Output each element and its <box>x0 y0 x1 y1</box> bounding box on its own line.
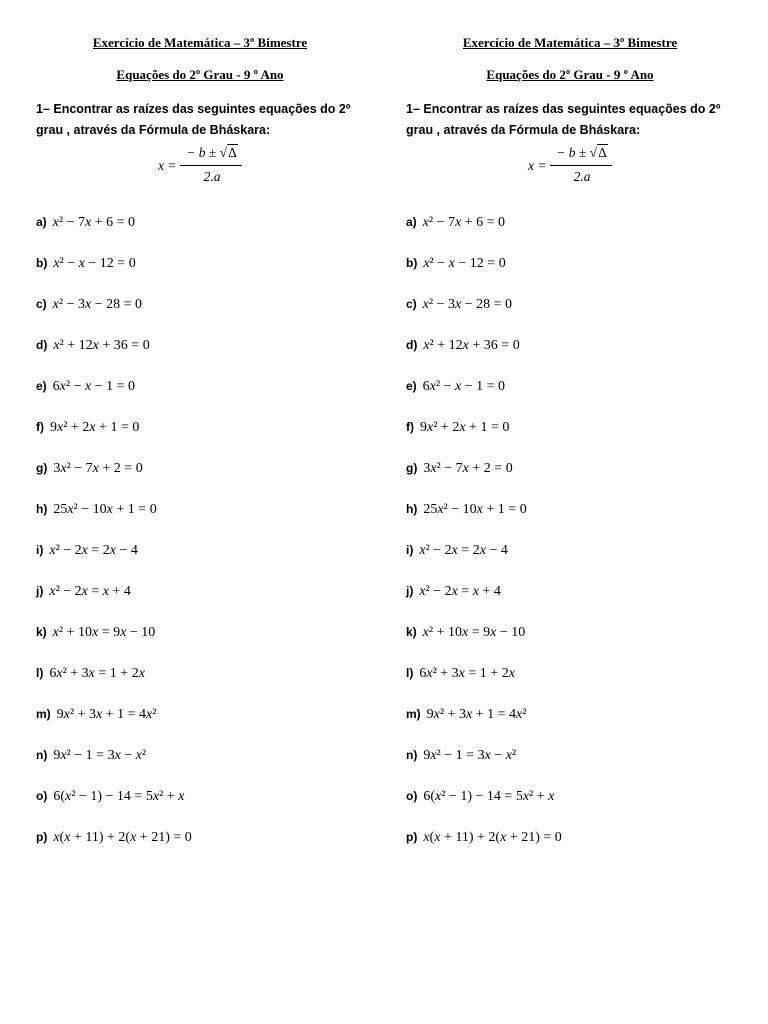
equation-expression: 6x² − x − 1 = 0 <box>52 379 136 394</box>
exercise-instructions: 1– Encontrar as raízes das seguintes equações do 2º grau , através da Fórmula de Bháskara: <box>36 102 351 137</box>
equation-label: o) <box>36 789 48 803</box>
equation-item <box>36 584 131 604</box>
equation-expression: x² − 2x = x + 4 <box>419 584 501 599</box>
equation-item <box>36 748 146 768</box>
equation-label: a) <box>406 215 417 229</box>
equation-expression: 6(x² − 1) − 14 = 5x² + x <box>423 789 555 804</box>
equation-expression: 9x² + 2x + 1 = 0 <box>420 420 510 435</box>
equation-label: j) <box>406 584 414 598</box>
equation-item <box>406 297 512 317</box>
worksheet-title: Exercício de Matemática – 3º Bimestre <box>92 35 308 50</box>
equation-expression: x² − 7x + 6 = 0 <box>422 215 506 230</box>
equation-expression: x² − 3x − 28 = 0 <box>422 297 513 312</box>
formula-lhs: x = <box>158 158 177 173</box>
equation-label: i) <box>406 543 414 557</box>
equation-item <box>406 625 525 645</box>
formula-lhs: x = <box>528 158 547 173</box>
equation-label: c) <box>36 297 47 311</box>
equation-item <box>36 461 143 481</box>
equation-item <box>406 256 506 276</box>
equation-item <box>36 666 145 686</box>
worksheet-copy-right <box>400 0 740 1024</box>
equation-item <box>406 461 513 481</box>
equation-label: l) <box>406 666 414 680</box>
equation-expression: x² − 7x + 6 = 0 <box>52 215 136 230</box>
equation-label: a) <box>36 215 47 229</box>
equation-label: p) <box>36 830 48 844</box>
equation-item <box>36 256 136 276</box>
equation-expression: 9x² + 2x + 1 = 0 <box>50 420 140 435</box>
equation-item <box>406 543 508 563</box>
equation-item <box>406 338 520 358</box>
equation-expression: x² − x − 12 = 0 <box>53 256 136 271</box>
equation-expression: x² − 2x = x + 4 <box>49 584 131 599</box>
equation-label: i) <box>36 543 44 557</box>
equation-label: f) <box>36 420 44 434</box>
equation-label: d) <box>36 338 48 352</box>
formula-numerator: − b ± √Δ <box>556 145 607 160</box>
equation-expression: x² + 10x = 9x − 10 <box>422 625 526 640</box>
equation-expression: 9x² − 1 = 3x − x² <box>53 748 147 763</box>
equation-item <box>36 420 139 440</box>
equation-label: d) <box>406 338 418 352</box>
equation-label: m) <box>406 707 421 721</box>
worksheet-subtitle: Equações do 2º Grau - 9 º Ano <box>486 67 654 82</box>
equation-label: b) <box>36 256 48 270</box>
worksheet-subtitle: Equações do 2º Grau - 9 º Ano <box>116 67 284 82</box>
formula-denominator <box>182 169 242 185</box>
equation-expression: x² − 2x = 2x − 4 <box>49 543 138 558</box>
equation-label: g) <box>406 461 418 475</box>
equation-expression: 3x² − 7x + 2 = 0 <box>423 461 513 476</box>
equation-item <box>406 379 505 399</box>
equation-item <box>36 379 135 399</box>
equation-label: b) <box>406 256 418 270</box>
equation-item <box>36 707 156 727</box>
equation-label: f) <box>406 420 414 434</box>
equation-label: p) <box>406 830 418 844</box>
equation-label: k) <box>406 625 417 639</box>
equation-item <box>406 502 527 522</box>
equation-item <box>36 830 192 850</box>
equation-expression: 3x² − 7x + 2 = 0 <box>53 461 143 476</box>
equation-expression: 25x² − 10x + 1 = 0 <box>423 502 527 517</box>
equation-expression: 6(x² − 1) − 14 = 5x² + x <box>53 789 185 804</box>
formula-denominator-text: 2.a <box>573 169 591 184</box>
equation-label: j) <box>36 584 44 598</box>
formula-radicand: Δ <box>228 145 237 160</box>
equation-expression: x² − x − 12 = 0 <box>423 256 506 271</box>
equation-expression: 6x² + 3x = 1 + 2x <box>49 666 145 681</box>
formula-denominator <box>552 169 612 185</box>
equation-item <box>36 789 184 809</box>
equation-item <box>406 830 562 850</box>
equation-label: h) <box>36 502 48 516</box>
equation-expression: x² − 2x = 2x − 4 <box>419 543 508 558</box>
equation-item <box>406 584 501 604</box>
formula-numerator-prefix: − b ± <box>556 145 590 160</box>
equation-expression: x² + 12x + 36 = 0 <box>423 338 520 353</box>
formula-numerator-prefix: − b ± <box>186 145 220 160</box>
equation-label: n) <box>36 748 48 762</box>
formula-numerator: − b ± √Δ <box>186 145 237 160</box>
equation-expression: x(x + 11) + 2(x + 21) = 0 <box>423 830 562 845</box>
equation-expression: x² + 12x + 36 = 0 <box>53 338 150 353</box>
equation-expression: x² − 3x − 28 = 0 <box>52 297 143 312</box>
equation-expression: 6x² − x − 1 = 0 <box>422 379 506 394</box>
equation-expression: x(x + 11) + 2(x + 21) = 0 <box>53 830 192 845</box>
equation-label: c) <box>406 297 417 311</box>
equation-expression: 9x² + 3x + 1 = 4x² <box>426 707 527 722</box>
equation-item <box>36 543 138 563</box>
equation-item <box>36 297 142 317</box>
equation-label: n) <box>406 748 418 762</box>
equation-label: h) <box>406 502 418 516</box>
equation-label: m) <box>36 707 51 721</box>
fraction-bar <box>180 165 242 166</box>
equation-item <box>406 789 554 809</box>
equation-label: o) <box>406 789 418 803</box>
exercise-instructions: 1– Encontrar as raízes das seguintes equações do 2º grau , através da Fórmula de Bháskara: <box>406 102 721 137</box>
equation-item <box>36 625 155 645</box>
equation-item <box>36 338 150 358</box>
worksheet-copy-left <box>30 0 370 1024</box>
equation-label: k) <box>36 625 47 639</box>
equation-label: g) <box>36 461 48 475</box>
equation-item <box>36 215 135 235</box>
equation-item <box>406 666 515 686</box>
formula-denominator-text: 2.a <box>203 169 221 184</box>
equation-expression: 9x² − 1 = 3x − x² <box>423 748 517 763</box>
worksheet-title: Exercício de Matemática – 3º Bimestre <box>462 35 678 50</box>
fraction-bar <box>550 165 612 166</box>
formula-radicand: Δ <box>598 145 607 160</box>
equation-item <box>36 502 157 522</box>
equation-item <box>406 748 516 768</box>
equation-item <box>406 215 505 235</box>
equation-expression: 6x² + 3x = 1 + 2x <box>419 666 515 681</box>
equation-item <box>406 420 509 440</box>
equation-expression: 25x² − 10x + 1 = 0 <box>53 502 157 517</box>
equation-label: e) <box>406 379 417 393</box>
equation-item <box>406 707 526 727</box>
equation-expression: 9x² + 3x + 1 = 4x² <box>56 707 157 722</box>
equation-label: l) <box>36 666 44 680</box>
equation-label: e) <box>36 379 47 393</box>
equation-expression: x² + 10x = 9x − 10 <box>52 625 156 640</box>
